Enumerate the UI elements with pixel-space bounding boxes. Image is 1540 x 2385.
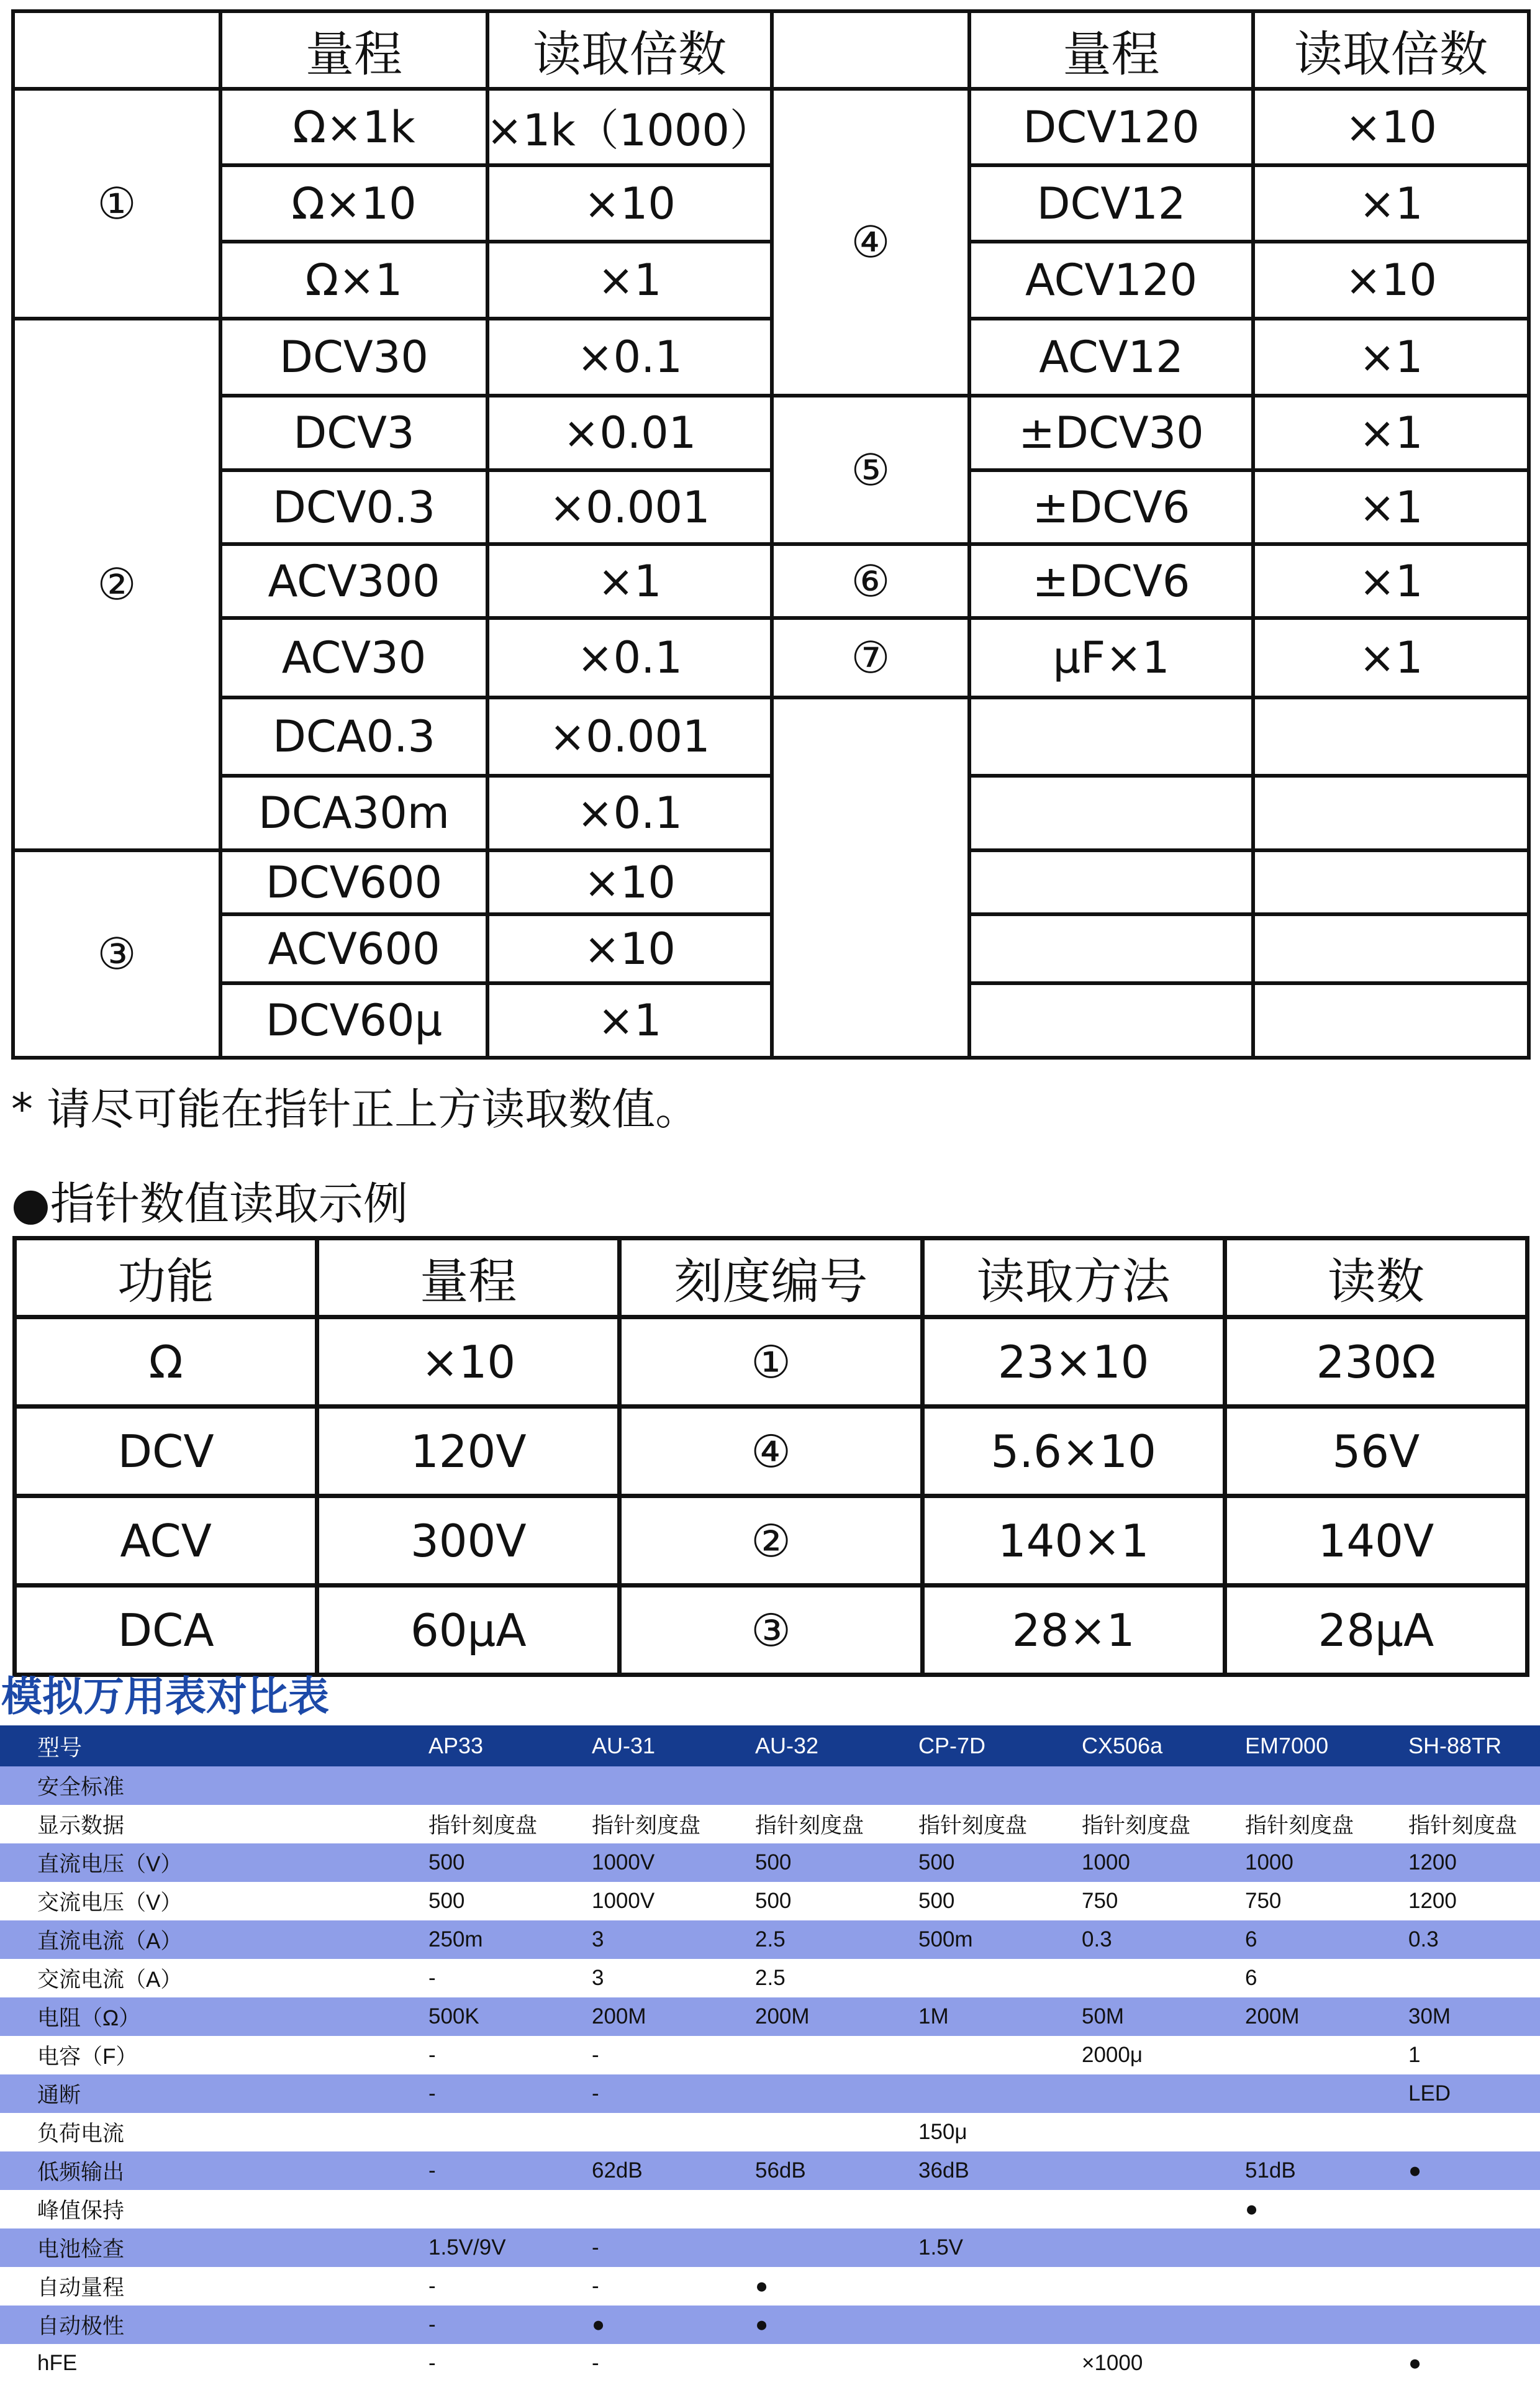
comparison-row-label: 电容（F） xyxy=(0,2036,422,2074)
comparison-cell: 2.5 xyxy=(749,1959,912,1997)
comparison-row-label: 显示数据 xyxy=(0,1805,422,1843)
comparison-row xyxy=(0,2113,1540,2151)
left-factor-cell: ×1 xyxy=(486,542,774,620)
example-section-title: ●指针数值读取示例 xyxy=(11,1178,408,1230)
comparison-cell xyxy=(1076,2074,1239,2113)
comparison-cell: 2000μ xyxy=(1076,2036,1239,2074)
model-name: AP33 xyxy=(422,1725,586,1766)
example-cell: 140×1 xyxy=(922,1496,1225,1586)
comparison-cell: - xyxy=(586,2228,749,2267)
right-range-cell: ACV120 xyxy=(967,240,1255,320)
comparison-cell: - xyxy=(586,2074,749,2113)
comparison-cell xyxy=(1239,2036,1402,2074)
group-label-6: ⑥ xyxy=(770,542,971,620)
comparison-row xyxy=(0,1997,1540,2036)
comparison-cell: 200M xyxy=(1239,1997,1402,2036)
comparison-cell: 30M xyxy=(1402,1997,1540,2036)
comparison-cell: - xyxy=(422,1959,586,1997)
comparison-row xyxy=(0,2228,1540,2267)
header-blank-left xyxy=(11,9,222,91)
comparison-cell: - xyxy=(422,2306,586,2344)
right-empty-cell xyxy=(967,848,1255,916)
model-name: EM7000 xyxy=(1239,1725,1402,1766)
left-range-cell: DCV600 xyxy=(219,848,489,916)
comparison-row-label: hFE xyxy=(0,2344,422,2383)
comparison-cell: 指针刻度盘 xyxy=(586,1805,749,1843)
comparison-cell: - xyxy=(422,2267,586,2306)
comparison-cell: ● xyxy=(1402,2151,1540,2190)
comparison-cell xyxy=(1402,2190,1540,2228)
comparison-row-label: 低频输出 xyxy=(0,2151,422,2190)
comparison-cell: ● xyxy=(1239,2190,1402,2228)
header-range-left: 量程 xyxy=(219,9,489,91)
comparison-cell xyxy=(586,2113,749,2151)
comparison-cell xyxy=(1076,2113,1239,2151)
header-factor-right: 读取倍数 xyxy=(1251,9,1531,91)
right-empty-cell xyxy=(967,912,1255,985)
comparison-row-label: 负荷电流 xyxy=(0,2113,422,2151)
comparison-cell xyxy=(586,1766,749,1805)
group-label-1: ① xyxy=(11,87,222,320)
reading-note: * 请尽可能在指针正上方读取数值。 xyxy=(11,1084,699,1135)
comparison-cell xyxy=(1239,2113,1402,2151)
right-empty-cell xyxy=(967,981,1255,1060)
right-factor-cell: ×10 xyxy=(1251,87,1531,167)
comparison-row xyxy=(0,2151,1540,2190)
right-factor-cell: ×10 xyxy=(1251,240,1531,320)
left-range-cell: DCA30m xyxy=(219,774,489,852)
comparison-row-label: 交流电流（A） xyxy=(0,1959,422,1997)
right-factor-cell: ×1 xyxy=(1251,468,1531,546)
group-label-4: ④ xyxy=(770,87,971,398)
comparison-row xyxy=(0,1882,1540,1920)
comparison-cell xyxy=(1402,2113,1540,2151)
comparison-cell: 36dB xyxy=(912,2151,1076,2190)
comparison-cell xyxy=(749,2190,912,2228)
comparison-row-label: 电池检查 xyxy=(0,2228,422,2267)
comparison-row-label: 自动量程 xyxy=(0,2267,422,2306)
comparison-row xyxy=(0,1959,1540,1997)
example-cell: 5.6×10 xyxy=(922,1407,1225,1496)
comparison-cell xyxy=(1076,2306,1239,2344)
comparison-cell: 指针刻度盘 xyxy=(422,1805,586,1843)
example-cell: 230Ω xyxy=(1225,1317,1527,1407)
comparison-cell xyxy=(1239,2344,1402,2383)
comparison-cell xyxy=(1402,1766,1540,1805)
comparison-cell: 500 xyxy=(422,1882,586,1920)
comparison-cell: - xyxy=(422,2344,586,2383)
comparison-cell xyxy=(912,1766,1076,1805)
left-factor-cell: ×1 xyxy=(486,981,774,1060)
comparison-cell: 指针刻度盘 xyxy=(1402,1805,1540,1843)
example-cell: ×10 xyxy=(317,1317,620,1407)
example-cell: 140V xyxy=(1225,1496,1527,1586)
example-header-cell: 刻度编号 xyxy=(620,1238,922,1317)
comparison-cell xyxy=(586,2190,749,2228)
header-factor-left: 读取倍数 xyxy=(486,9,774,91)
left-range-cell: Ω×10 xyxy=(219,163,489,243)
comparison-cell: 51dB xyxy=(1239,2151,1402,2190)
comparison-cell: 3 xyxy=(586,1959,749,1997)
example-cell: ① xyxy=(620,1317,922,1407)
right-range-cell: ±DCV6 xyxy=(967,468,1255,546)
comparison-cell: 1000 xyxy=(1239,1843,1402,1882)
right-range-cell: DCV12 xyxy=(967,163,1255,243)
group-blank xyxy=(770,696,971,1060)
comparison-cell: 1 xyxy=(1402,2036,1540,2074)
comparison-cell: LED xyxy=(1402,2074,1540,2113)
comparison-cell: 1.5V/9V xyxy=(422,2228,586,2267)
comparison-cell: 指针刻度盘 xyxy=(1239,1805,1402,1843)
example-cell: DCV xyxy=(15,1407,317,1496)
comparison-title: 模拟万用表对比表 xyxy=(1,1673,329,1720)
comparison-cell: - xyxy=(586,2036,749,2074)
comparison-cell xyxy=(1239,2074,1402,2113)
comparison-cell: 50M xyxy=(1076,1997,1239,2036)
comparison-cell: 指针刻度盘 xyxy=(1076,1805,1239,1843)
comparison-cell xyxy=(1402,1959,1540,1997)
comparison-row xyxy=(0,1843,1540,1882)
comparison-cell: 1000 xyxy=(1076,1843,1239,1882)
comparison-cell xyxy=(749,2036,912,2074)
comparison-cell: 6 xyxy=(1239,1920,1402,1959)
comparison-cell xyxy=(1076,2151,1239,2190)
comparison-row xyxy=(0,1805,1540,1843)
comparison-cell xyxy=(1076,1959,1239,1997)
example-row xyxy=(15,1586,1528,1675)
comparison-row xyxy=(0,2306,1540,2344)
left-range-cell: DCA0.3 xyxy=(219,696,489,778)
example-cell: 28μA xyxy=(1225,1586,1527,1675)
comparison-cell xyxy=(912,2267,1076,2306)
left-range-cell: ACV30 xyxy=(219,616,489,699)
example-cell: DCA xyxy=(15,1586,317,1675)
comparison-row xyxy=(0,2344,1540,2383)
example-cell: ACV xyxy=(15,1496,317,1586)
comparison-cell: ● xyxy=(1402,2344,1540,2383)
left-factor-cell: ×0.1 xyxy=(486,317,774,398)
right-empty-cell xyxy=(1251,774,1531,852)
right-empty-cell xyxy=(1251,848,1531,916)
header-blank-right xyxy=(770,9,971,91)
comparison-row-label: 直流电流（A） xyxy=(0,1920,422,1959)
left-range-cell: DCV60μ xyxy=(219,981,489,1060)
right-range-cell: μF×1 xyxy=(967,616,1255,699)
example-cell: ② xyxy=(620,1496,922,1586)
comparison-cell xyxy=(1076,2190,1239,2228)
comparison-cell: 500 xyxy=(422,1843,586,1882)
comparison-row-label: 通断 xyxy=(0,2074,422,2113)
comparison-cell: 6 xyxy=(1239,1959,1402,1997)
comparison-cell: 200M xyxy=(586,1997,749,2036)
comparison-cell xyxy=(422,2113,586,2151)
comparison-cell: 500 xyxy=(749,1882,912,1920)
comparison-cell: 指针刻度盘 xyxy=(749,1805,912,1843)
right-range-cell: DCV120 xyxy=(967,87,1255,167)
comparison-cell xyxy=(1076,2228,1239,2267)
left-factor-cell: ×10 xyxy=(486,848,774,916)
example-header-cell: 读数 xyxy=(1225,1238,1527,1317)
comparison-cell: 1M xyxy=(912,1997,1076,2036)
comparison-cell: 200M xyxy=(749,1997,912,2036)
comparison-cell: 1000V xyxy=(586,1843,749,1882)
comparison-cell xyxy=(749,2344,912,2383)
comparison-cell: - xyxy=(422,2074,586,2113)
comparison-row xyxy=(0,1920,1540,1959)
comparison-cell xyxy=(749,2074,912,2113)
comparison-cell xyxy=(422,2190,586,2228)
right-factor-cell: ×1 xyxy=(1251,317,1531,398)
comparison-cell: 3 xyxy=(586,1920,749,1959)
left-factor-cell: ×0.001 xyxy=(486,468,774,546)
example-cell: 300V xyxy=(317,1496,620,1586)
comparison-cell xyxy=(912,1959,1076,1997)
comparison-cell xyxy=(749,1766,912,1805)
right-factor-cell: ×1 xyxy=(1251,542,1531,620)
model-name: SH-88TR xyxy=(1402,1725,1540,1766)
comparison-cell xyxy=(1239,2228,1402,2267)
right-empty-cell xyxy=(967,774,1255,852)
right-empty-cell xyxy=(967,696,1255,778)
left-range-cell: ACV300 xyxy=(219,542,489,620)
example-cell: ④ xyxy=(620,1407,922,1496)
range-factor-table xyxy=(0,0,1540,1068)
left-range-cell: DCV3 xyxy=(219,394,489,472)
comparison-cell: - xyxy=(422,2151,586,2190)
example-header-cell: 读取方法 xyxy=(922,1238,1225,1317)
group-label-3: ③ xyxy=(11,848,222,1060)
model-name: CP-7D xyxy=(912,1725,1076,1766)
comparison-cell: 500 xyxy=(912,1843,1076,1882)
comparison-cell: 1200 xyxy=(1402,1843,1540,1882)
comparison-cell xyxy=(749,2113,912,2151)
header-range-right: 量程 xyxy=(967,9,1255,91)
left-factor-cell: ×0.1 xyxy=(486,616,774,699)
comparison-table xyxy=(0,1725,1540,2383)
example-row xyxy=(15,1407,1528,1496)
example-table xyxy=(12,1236,1529,1677)
right-empty-cell xyxy=(1251,981,1531,1060)
comparison-cell: - xyxy=(586,2267,749,2306)
comparison-cell xyxy=(1402,2306,1540,2344)
left-factor-cell: ×10 xyxy=(486,163,774,243)
comparison-cell: 1.5V xyxy=(912,2228,1076,2267)
left-range-cell: DCV30 xyxy=(219,317,489,398)
comparison-cell: 500 xyxy=(912,1882,1076,1920)
comparison-row xyxy=(0,2190,1540,2228)
comparison-row xyxy=(0,2074,1540,2113)
group-label-2: ② xyxy=(11,317,222,852)
left-factor-cell: ×0.1 xyxy=(486,774,774,852)
comparison-cell: 0.3 xyxy=(1076,1920,1239,1959)
left-range-cell: Ω×1 xyxy=(219,240,489,320)
model-name: CX506a xyxy=(1076,1725,1239,1766)
left-factor-cell: ×1k（1000） xyxy=(486,87,774,167)
comparison-cell: 1000V xyxy=(586,1882,749,1920)
example-cell: 23×10 xyxy=(922,1317,1225,1407)
comparison-cell: 指针刻度盘 xyxy=(912,1805,1076,1843)
comparison-cell: ×1000 xyxy=(1076,2344,1239,2383)
comparison-row-label: 安全标准 xyxy=(0,1766,422,1805)
example-cell: 28×1 xyxy=(922,1586,1225,1675)
comparison-row-label: 自动极性 xyxy=(0,2306,422,2344)
example-row xyxy=(15,1496,1528,1586)
comparison-cell xyxy=(1402,2267,1540,2306)
left-factor-cell: ×0.01 xyxy=(486,394,774,472)
comparison-cell: ● xyxy=(749,2306,912,2344)
example-cell: 120V xyxy=(317,1407,620,1496)
left-factor-cell: ×10 xyxy=(486,912,774,985)
left-factor-cell: ×1 xyxy=(486,240,774,320)
left-factor-cell: ×0.001 xyxy=(486,696,774,778)
comparison-cell: 750 xyxy=(1076,1882,1239,1920)
comparison-cell xyxy=(1239,2267,1402,2306)
comparison-cell xyxy=(912,2074,1076,2113)
comparison-cell: ● xyxy=(586,2306,749,2344)
comparison-cell xyxy=(912,2306,1076,2344)
comparison-row-label: 峰值保持 xyxy=(0,2190,422,2228)
model-name: AU-31 xyxy=(586,1725,749,1766)
left-range-cell: ACV600 xyxy=(219,912,489,985)
comparison-cell: 2.5 xyxy=(749,1920,912,1959)
comparison-cell: 500m xyxy=(912,1920,1076,1959)
comparison-row xyxy=(0,2267,1540,2306)
comparison-cell xyxy=(422,1766,586,1805)
right-empty-cell xyxy=(1251,696,1531,778)
example-header-cell: 功能 xyxy=(15,1238,317,1317)
comparison-cell: ● xyxy=(749,2267,912,2306)
comparison-row-label: 直流电压（V） xyxy=(0,1843,422,1882)
right-factor-cell: ×1 xyxy=(1251,394,1531,472)
right-factor-cell: ×1 xyxy=(1251,163,1531,243)
comparison-cell: 250m xyxy=(422,1920,586,1959)
comparison-row-label: 交流电压（V） xyxy=(0,1882,422,1920)
comparison-row xyxy=(0,1766,1540,1805)
comparison-cell: 0.3 xyxy=(1402,1920,1540,1959)
comparison-cell: 500K xyxy=(422,1997,586,2036)
comparison-cell: 56dB xyxy=(749,2151,912,2190)
example-header-cell: 量程 xyxy=(317,1238,620,1317)
model-name: AU-32 xyxy=(749,1725,912,1766)
comparison-cell: - xyxy=(422,2036,586,2074)
comparison-cell xyxy=(1239,1766,1402,1805)
right-factor-cell: ×1 xyxy=(1251,616,1531,699)
group-label-7: ⑦ xyxy=(770,616,971,699)
right-range-cell: ±DCV30 xyxy=(967,394,1255,472)
right-range-cell: ACV12 xyxy=(967,317,1255,398)
example-header-row xyxy=(15,1238,1528,1317)
example-cell: Ω xyxy=(15,1317,317,1407)
comparison-cell xyxy=(912,2036,1076,2074)
comparison-cell xyxy=(749,2228,912,2267)
comparison-header-row xyxy=(0,1725,1540,1766)
right-empty-cell xyxy=(1251,912,1531,985)
comparison-row-label: 电阻（Ω） xyxy=(0,1997,422,2036)
example-cell: 56V xyxy=(1225,1407,1527,1496)
comparison-cell: 500 xyxy=(749,1843,912,1882)
comparison-cell xyxy=(912,2344,1076,2383)
comparison-cell xyxy=(1076,2267,1239,2306)
right-range-cell: ±DCV6 xyxy=(967,542,1255,620)
comparison-cell: 1200 xyxy=(1402,1882,1540,1920)
comparison-cell: 150μ xyxy=(912,2113,1076,2151)
left-range-cell: Ω×1k xyxy=(219,87,489,167)
comparison-cell: - xyxy=(586,2344,749,2383)
example-cell: 60μA xyxy=(317,1586,620,1675)
comparison-cell: 62dB xyxy=(586,2151,749,2190)
example-row xyxy=(15,1317,1528,1407)
comparison-cell xyxy=(1239,2306,1402,2344)
example-cell: ③ xyxy=(620,1586,922,1675)
comparison-cell xyxy=(912,2190,1076,2228)
comparison-cell: 750 xyxy=(1239,1882,1402,1920)
comparison-cell xyxy=(1076,1766,1239,1805)
left-range-cell: DCV0.3 xyxy=(219,468,489,546)
comparison-cell xyxy=(1402,2228,1540,2267)
group-label-5: ⑤ xyxy=(770,394,971,546)
comparison-header-label: 型号 xyxy=(0,1725,422,1766)
comparison-row xyxy=(0,2036,1540,2074)
